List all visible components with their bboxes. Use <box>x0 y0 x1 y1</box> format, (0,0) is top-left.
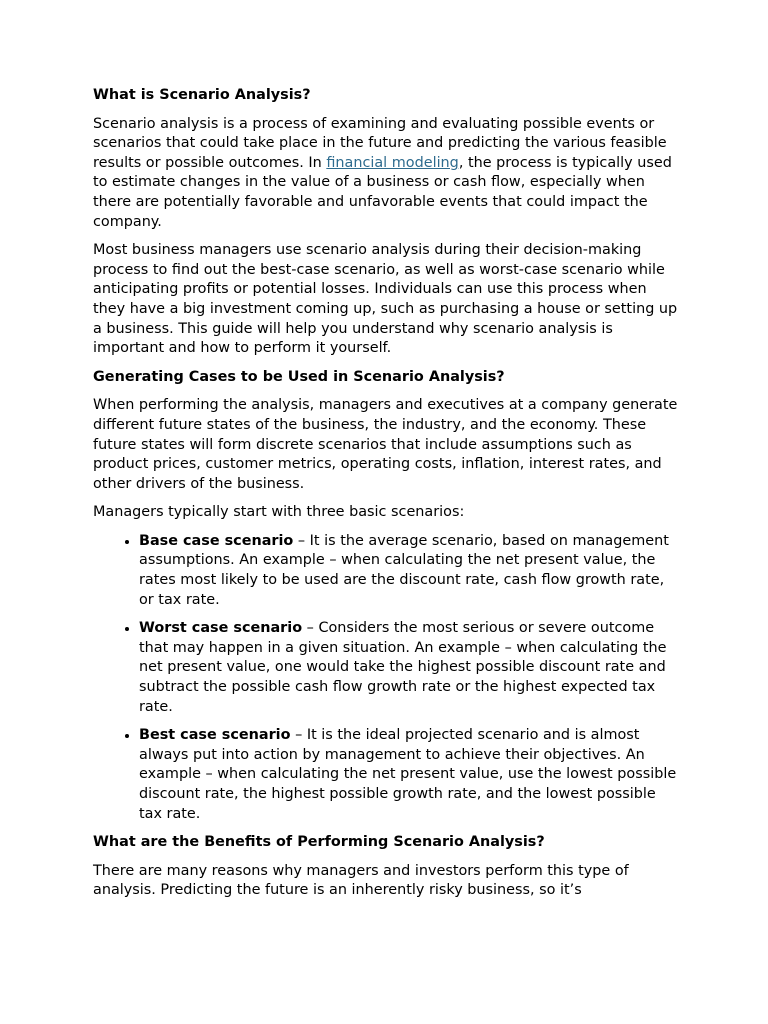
desc-base-case: – It is the average scenario, based on management assumptions. An example – when calculating the net present value, the rates most likely to be used are the discount rate, cash flow growth rate, or tax rate. <box>139 532 669 608</box>
financial-modeling-link[interactable]: financial modeling <box>326 154 459 171</box>
paragraph-definition-text-2: , the process is typically used to estimate changes in the value of a business or cash flow, especially when there are potentially favorable and unfavorable events that could impact the company. <box>93 154 672 230</box>
list-item-best-case <box>139 726 683 824</box>
paragraph-benefits: There are many reasons why managers and investors perform this type of analysis. Predicting the future is an inherently risky business, so it’s <box>93 862 629 899</box>
paragraph-three-scenarios-intro: Managers typically start with three basic scenarios: <box>93 504 465 521</box>
heading-benefits: What are the Benefits of Performing Scenario Analysis? <box>93 834 545 851</box>
document-page <box>93 86 683 910</box>
term-base-case: Base case scenario <box>139 532 294 549</box>
desc-worst-case: – Considers the most serious or severe outcome that may happen in a given situation. An example – when calculating the net present value, one would take the highest possible discount rate and subtract the possible cash flow growth rate or the highest expected tax rate. <box>139 620 667 715</box>
desc-best-case: – It is the ideal projected scenario and is almost always put into action by management to achieve their objectives. An example – when calculating the net present value, use the lowest possible discount rate, the highest possible growth rate, and the lowest possible tax rate. <box>139 727 677 822</box>
paragraph-performing-analysis: When performing the analysis, managers and executives at a company generate different future states of the business, the industry, and the economy. These future states will form discrete scenarios that include assumptions such as product prices, customer metrics, operating costs, inflation, interest rates, and other drivers of the business. <box>93 397 678 492</box>
heading-what-is-scenario-analysis: What is Scenario Analysis? <box>93 87 311 103</box>
paragraph-definition-text-1: Scenario analysis is a process of examining and evaluating possible events or scenarios that could take place in the future and predicting the various feasible results or possible outcomes. In <box>93 115 667 171</box>
list-item-worst-case <box>139 619 683 717</box>
scenario-list <box>93 532 683 824</box>
heading-generating-cases: Generating Cases to be Used in Scenario Analysis? <box>93 368 505 385</box>
paragraph-definition <box>93 115 683 233</box>
list-item-base-case <box>139 532 683 610</box>
term-worst-case: Worst case scenario <box>139 620 303 637</box>
term-best-case: Best case scenario <box>139 727 291 744</box>
paragraph-managers-use: Most business managers use scenario analysis during their decision-making process to find out the best-case scenario, as well as worst-case scenario while anticipating profits or potential losses. Individuals can use this process when they have a big investment coming up, such as purchasing a house or setting up a business. This guide will help you understand why scenario analysis is important and how to perform it yourself. <box>93 242 678 357</box>
